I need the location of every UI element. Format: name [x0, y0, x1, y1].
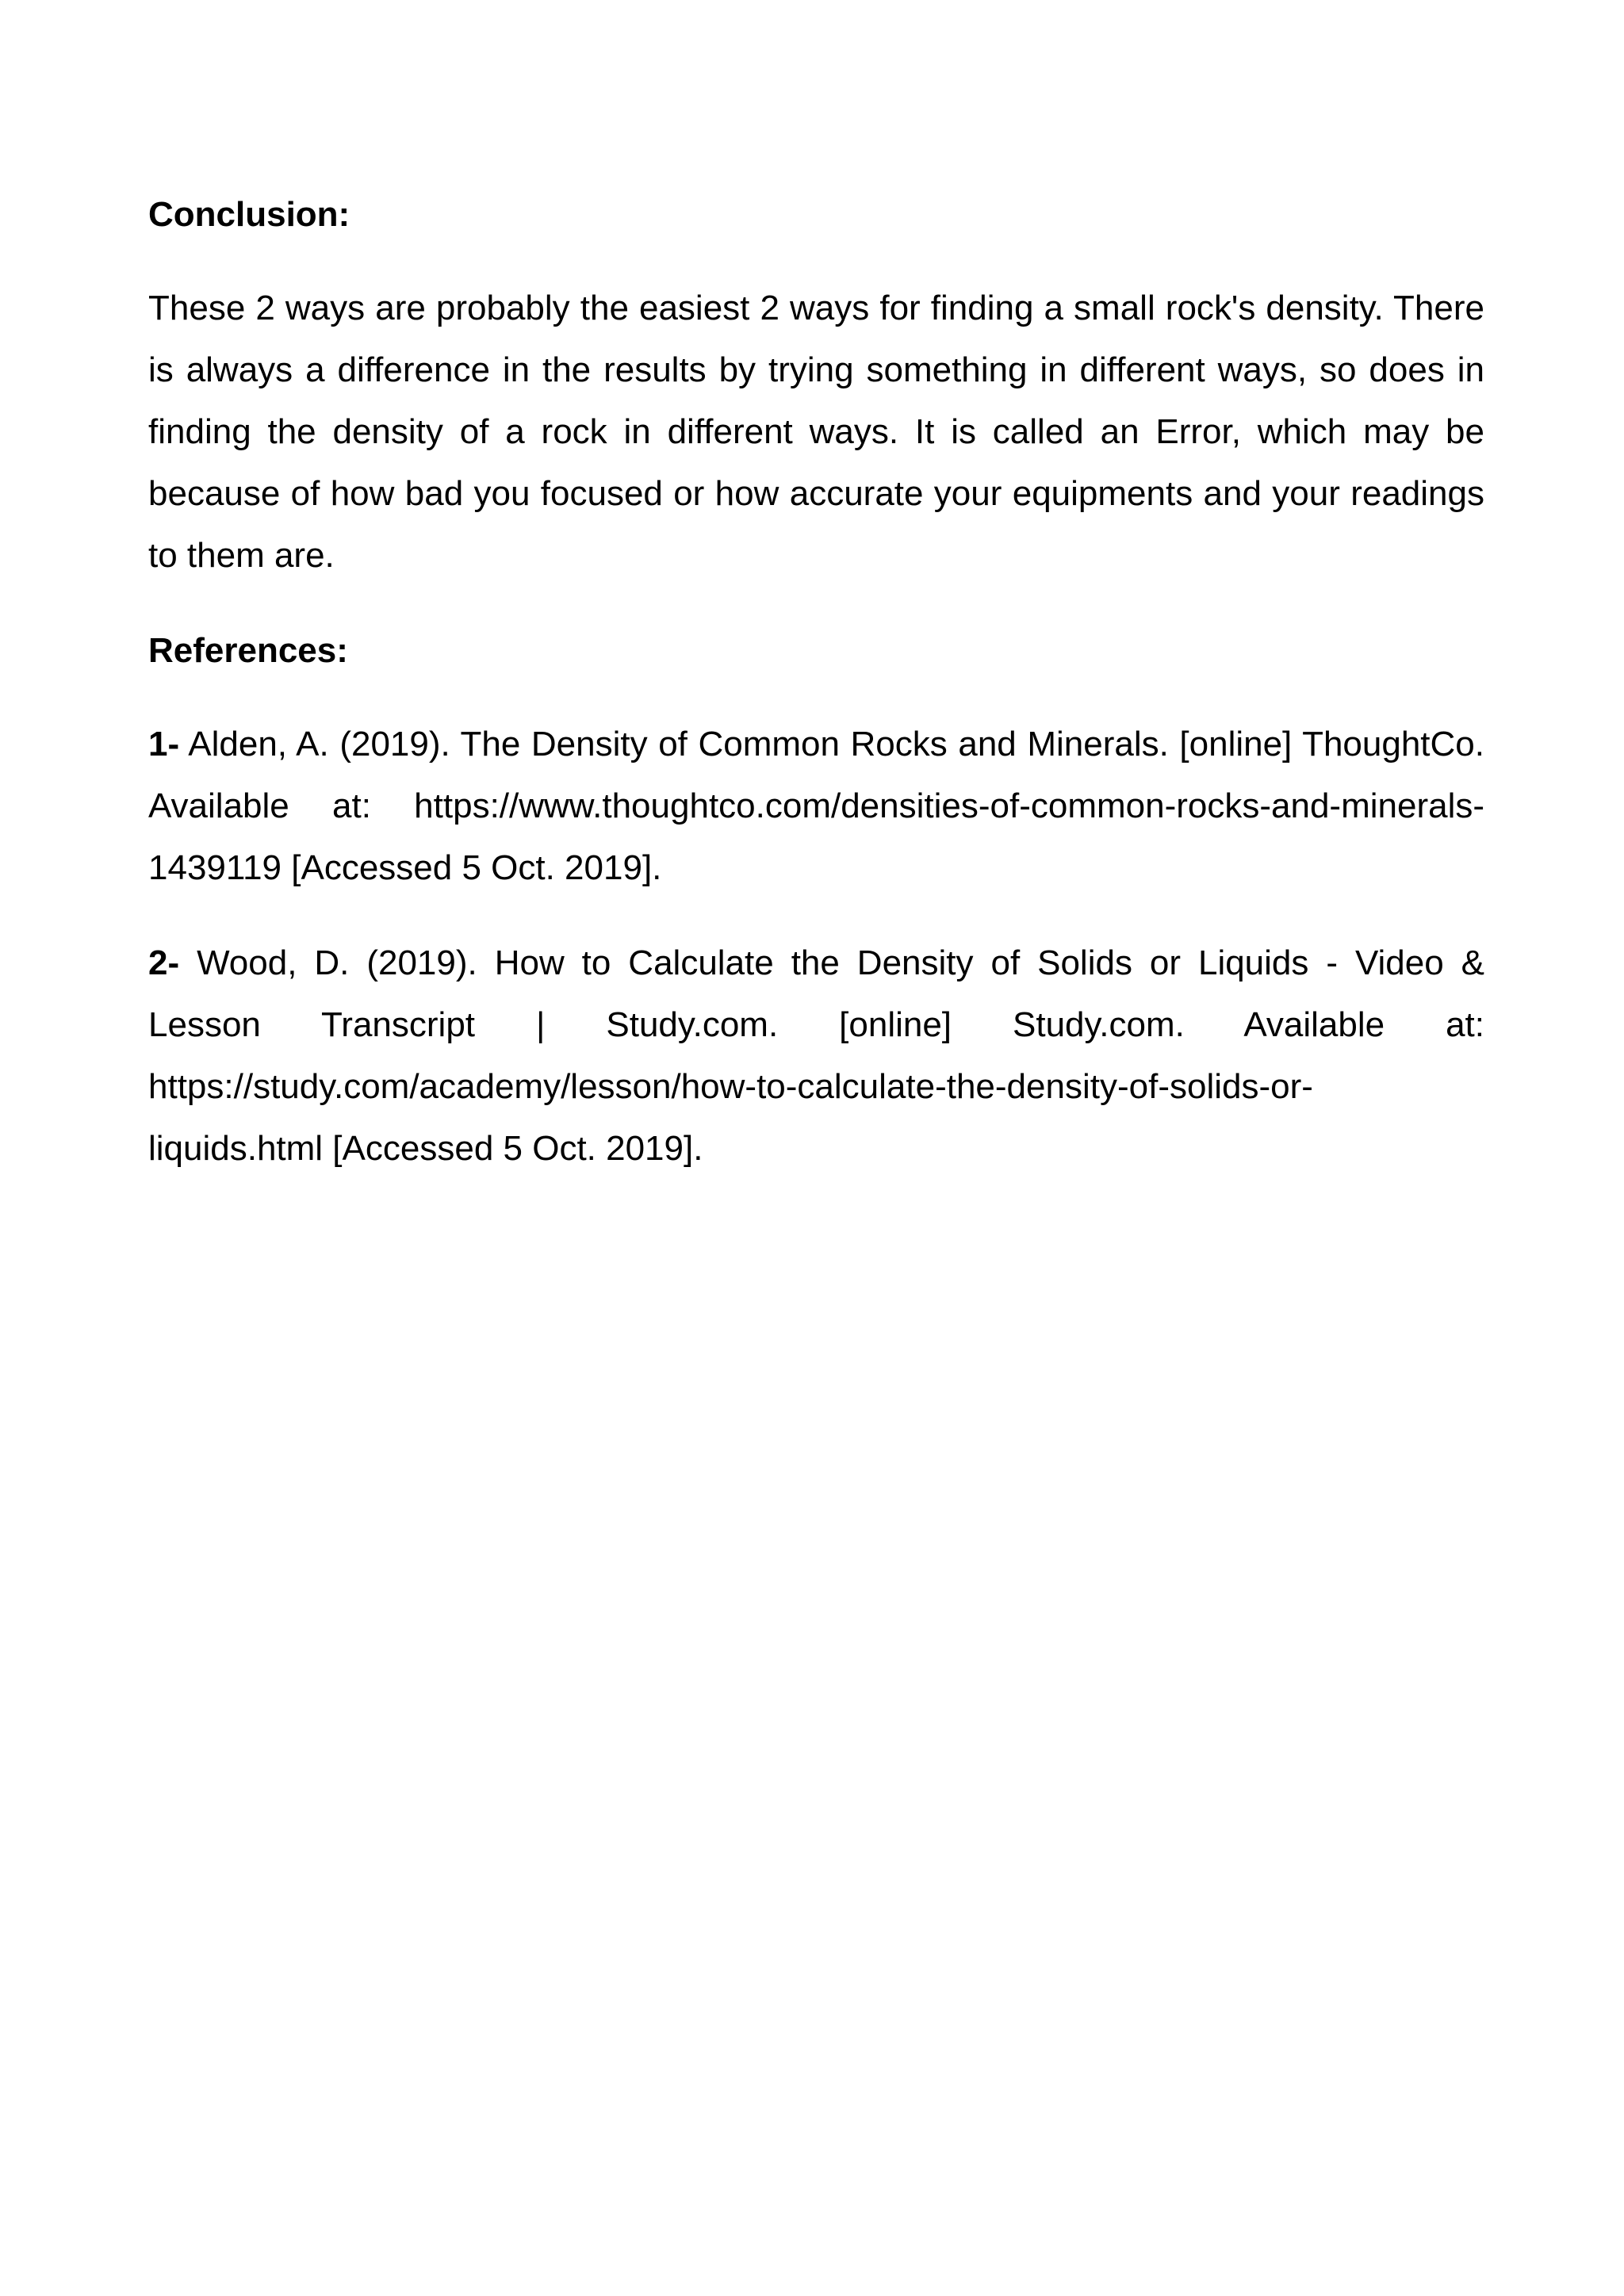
- page-content: [148, 184, 1484, 1180]
- reference-item-2: [148, 932, 1484, 1180]
- reference-text-1: Alden, A. (2019). The Density of Common Rocks and Minerals. [online] ThoughtCo. Available at: https://www.thoughtco.com/densities-of-common-rocks-and-minerals-1439119 [Accessed 5 Oct. 2019].: [148, 725, 1484, 887]
- references-heading: References:: [148, 631, 348, 670]
- conclusion-paragraph: These 2 ways are probably the easiest 2 ways for finding a small rock's density. There is always a difference in the results by trying something in different ways, so does in finding the density of a rock in different ways. It is called an Error, which may be because of how bad you focused or how accurate your equipments and your readings to them are.: [148, 289, 1484, 575]
- reference-number-2: 2-: [148, 943, 180, 982]
- conclusion-heading: Conclusion:: [148, 195, 350, 234]
- reference-item-1: [148, 714, 1484, 899]
- reference-text-2: Wood, D. (2019). How to Calculate the Density of Solids or Liquids - Video & Lesson Transcript | Study.com. [online] Study.com. Available at: https://study.com/academy/lesson/how-to-calculate-the-density-of-solids-or-liquids.html [Accessed 5 Oct. 2019].: [148, 943, 1484, 1168]
- reference-number-1: 1-: [148, 725, 180, 763]
